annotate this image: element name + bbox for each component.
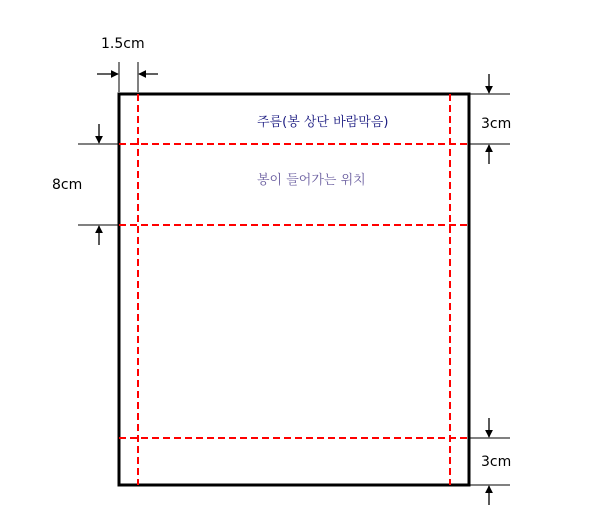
side-margin-label: 1.5cm	[101, 36, 145, 52]
top-height-label: 3cm	[481, 116, 512, 132]
rod-pocket-height-label: 8cm	[52, 177, 83, 193]
top-zone-label: 주름(봉 상단 바람막음)	[257, 115, 389, 130]
bottom-height-label: 3cm	[481, 454, 512, 470]
curtain-panel-outline	[119, 94, 469, 485]
rod-zone-label: 봉이 들어가는 위치	[257, 173, 366, 188]
